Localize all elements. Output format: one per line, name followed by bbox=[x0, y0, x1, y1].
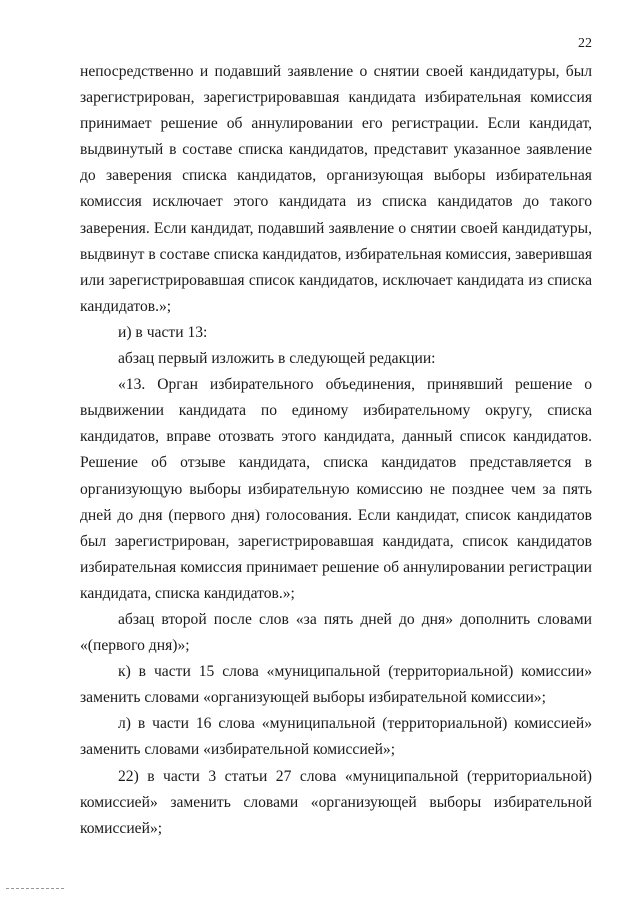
paragraph-part-13: «13. Орган избирательного объединения, принявший решение о выдвижении кандидата по единому избирательному округу, списка кандидатов, вправе отозвать этого кандидата, данный список кандидатов. Решение об отзыве кандидата, списка кандидатов представляется в организующую выборы избирательную комиссию не позднее чем за пять дней до дня (первого дня) голосования. Если кандидат, список кандидатов был зарегистрирован, зарегистрировавшая кандидата, список кандидатов избирательная комиссия принимает решение об аннулировании регистрации кандидата, списка кандидатов.»; bbox=[80, 376, 592, 602]
page-number: 22 bbox=[578, 36, 592, 51]
paragraph-item-22: 22) в части 3 статьи 27 слова «муниципальной (территориальной) комиссией» заменить словами «организующей выборы избирательной комиссией»; bbox=[80, 767, 592, 837]
paragraph-first-abzac: абзац первый изложить в следующей редакции: bbox=[118, 350, 436, 368]
paragraph-item-l: л) в части 16 слова «муниципальной (территориальной) комиссией» заменить словами «избирательной комиссией»; bbox=[80, 715, 592, 759]
paragraph-item-i: и) в части 13: bbox=[118, 323, 208, 341]
paragraph-item-k: к) в части 15 слова «муниципальной (территориальной) комиссии» заменить словами «организующей выборы избирательной комиссии»; bbox=[80, 663, 592, 707]
paragraph-second-abzac: абзац второй после слов «за пять дней до дня» дополнить словами «(первого дня)»; bbox=[80, 610, 592, 655]
paragraph-continuation: непосредственно и подавший заявление о снятии своей кандидатуры, был зарегистрирован, зарегистрировавшая кандидата избирательная комиссия принимает решение об аннулировании его регистрации. Если кандидат, выдвинутый в составе списка кандидатов, представит указанное заявление до заверения списка кандидатов, организующая выборы избирательная комиссия исключает этого кандидата из списка кандидатов до такого заверения. Если кандидат, подавший заявление о снятии своей кандидатуры, выдвинут в составе списка кандидатов, избирательная комиссия, заверившая или зарегистрировавшая список кандидатов, исключает кандидата из списка кандидатов.»; bbox=[80, 63, 592, 315]
scan-edge-mark bbox=[6, 888, 64, 889]
document-body bbox=[80, 59, 592, 842]
